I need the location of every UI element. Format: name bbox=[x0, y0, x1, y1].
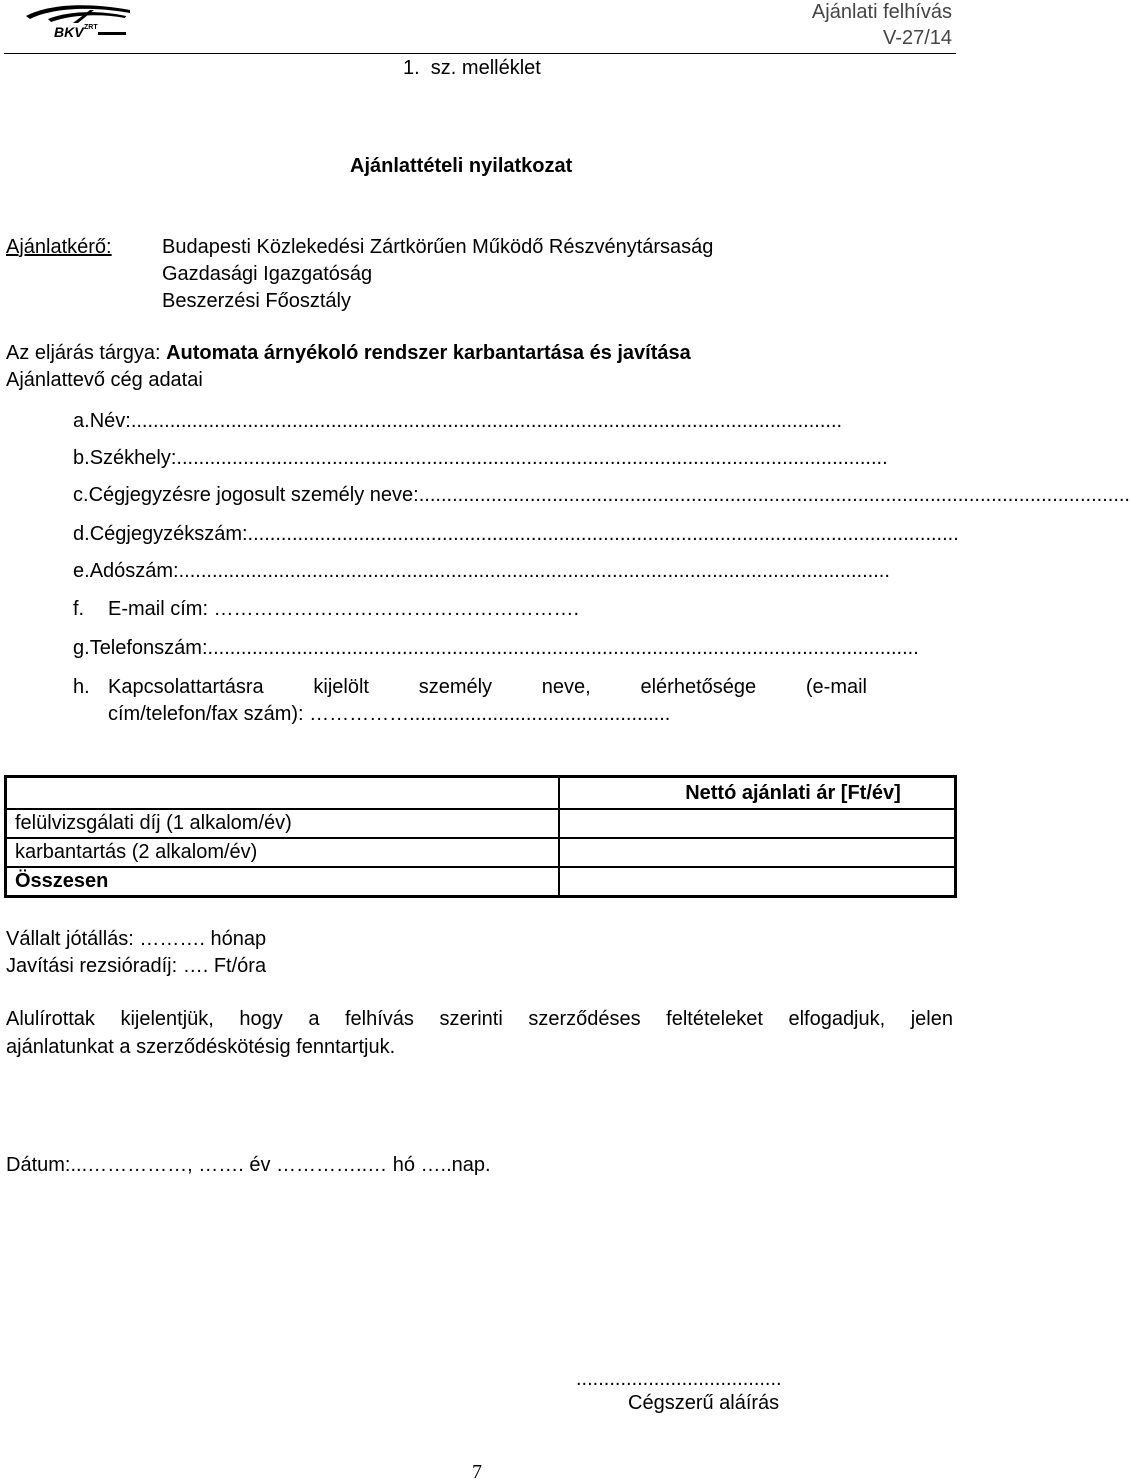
annex-label: 1. sz. melléklet bbox=[403, 57, 541, 79]
requester-label: Ajánlatkérő: bbox=[6, 236, 112, 258]
table-row-total bbox=[6, 867, 956, 897]
bidder-item-name bbox=[73, 410, 843, 433]
bidder-heading: Ajánlattevő cég adatai bbox=[6, 369, 203, 391]
header-divider bbox=[4, 53, 956, 54]
item-fill-dots bbox=[579, 598, 823, 621]
page-title: Ajánlattételi nyilatkozat bbox=[350, 155, 573, 177]
item-label: Név: bbox=[89, 410, 131, 432]
item-letter: d. bbox=[73, 523, 90, 545]
price-table bbox=[4, 775, 957, 898]
item-letter: b. bbox=[73, 447, 90, 469]
row-label: Összesen bbox=[6, 867, 560, 897]
item-label: Cégjegyzékszám: bbox=[89, 523, 248, 545]
logo-text: BKV bbox=[54, 24, 84, 40]
item-letter: h. bbox=[73, 676, 90, 698]
bidder-item-signatory bbox=[73, 484, 1130, 507]
item-letter: g. bbox=[73, 637, 90, 659]
requester-department: Beszerzési Főosztály bbox=[162, 290, 351, 312]
bidder-item-seat bbox=[73, 447, 888, 470]
table-row bbox=[6, 809, 956, 838]
header-doc-number: V-27/14 bbox=[883, 27, 952, 49]
contact-item-line1: Kapcsolattartásra kijelölt személy neve, elérhetősége (e-mail bbox=[108, 676, 867, 698]
requester-directorate: Gazdasági Igazgatóság bbox=[162, 263, 373, 285]
warranty-line: Vállalt jótállás: ………. hónap bbox=[6, 928, 267, 950]
item-letter: c. bbox=[73, 484, 89, 506]
row-label: felülvizsgálati díj (1 alkalom/év) bbox=[6, 809, 560, 838]
item-label: Cégjegyzésre jogosult személy neve: bbox=[88, 484, 419, 506]
repair-fee-line: Javítási rezsióradíj: …. Ft/óra bbox=[6, 955, 267, 977]
bidder-item-phone bbox=[73, 637, 919, 660]
row-value-input[interactable] bbox=[559, 838, 956, 867]
item-fill-dots: ................................................................................................................................ bbox=[418, 484, 1130, 506]
declaration-line1: Alulírottak kijelentjük, hogy a felhívás szerinti szerződéses feltételeket elfogadjuk, jelen bbox=[6, 1008, 953, 1030]
net-price-header: Nettó ajánlati ár [Ft/év] bbox=[559, 777, 956, 810]
item-letter: a. bbox=[73, 410, 90, 432]
row-value-input[interactable] bbox=[559, 809, 956, 838]
page-number: 7 bbox=[472, 1461, 482, 1483]
signature-label: Cégszerű aláírás bbox=[628, 1392, 780, 1414]
procedure-subject bbox=[6, 342, 691, 365]
bidder-item-tax-number bbox=[73, 560, 890, 583]
item-fill-dots: ................................................................................................................................ bbox=[130, 410, 843, 432]
item-label: Telefonszám: bbox=[89, 637, 208, 659]
item-fill-dots: ................................................................................................................................ bbox=[247, 523, 959, 545]
item-fill-dots: ................................................................................................................................ bbox=[178, 560, 890, 582]
bkv-logo bbox=[18, 2, 136, 40]
item-label: Székhely: bbox=[89, 447, 177, 469]
signature-dots: ..................................... bbox=[576, 1368, 782, 1390]
table-cell-blank bbox=[6, 777, 560, 810]
contact-item-line2: cím/telefon/fax szám): ……………............................................... bbox=[108, 703, 671, 725]
table-header-row bbox=[6, 777, 956, 810]
row-value-input[interactable] bbox=[559, 867, 956, 897]
item-label: E-mail cím: ………………………………………………. bbox=[108, 598, 580, 620]
item-fill-dots: ................................................................................................................................ bbox=[207, 637, 919, 659]
subject-value: Automata árnyékoló rendszer karbantartása és javítása bbox=[166, 342, 691, 364]
declaration-line2: ajánlatunkat a szerződéskötésig fenntartjuk. bbox=[6, 1036, 396, 1058]
subject-label: Az eljárás tárgya: bbox=[6, 342, 167, 364]
date-line: Dátum:...……………, ……. év …………..… hó …..nap. bbox=[6, 1154, 491, 1176]
requester-name: Budapesti Közlekedési Zártkörűen Működő Részvénytársaság bbox=[162, 236, 714, 258]
item-letter: f. bbox=[73, 598, 85, 620]
header-doc-type: Ajánlati felhívás bbox=[811, 1, 952, 23]
table-row bbox=[6, 838, 956, 867]
item-letter: e. bbox=[73, 560, 90, 582]
logo-sup: ZRT bbox=[84, 24, 98, 31]
bidder-item-email bbox=[73, 598, 823, 621]
item-label: Adószám: bbox=[89, 560, 179, 582]
bidder-item-registry-number bbox=[73, 523, 959, 546]
item-fill-dots: ................................................................................................................................ bbox=[176, 447, 888, 469]
row-label: karbantartás (2 alkalom/év) bbox=[6, 838, 560, 867]
